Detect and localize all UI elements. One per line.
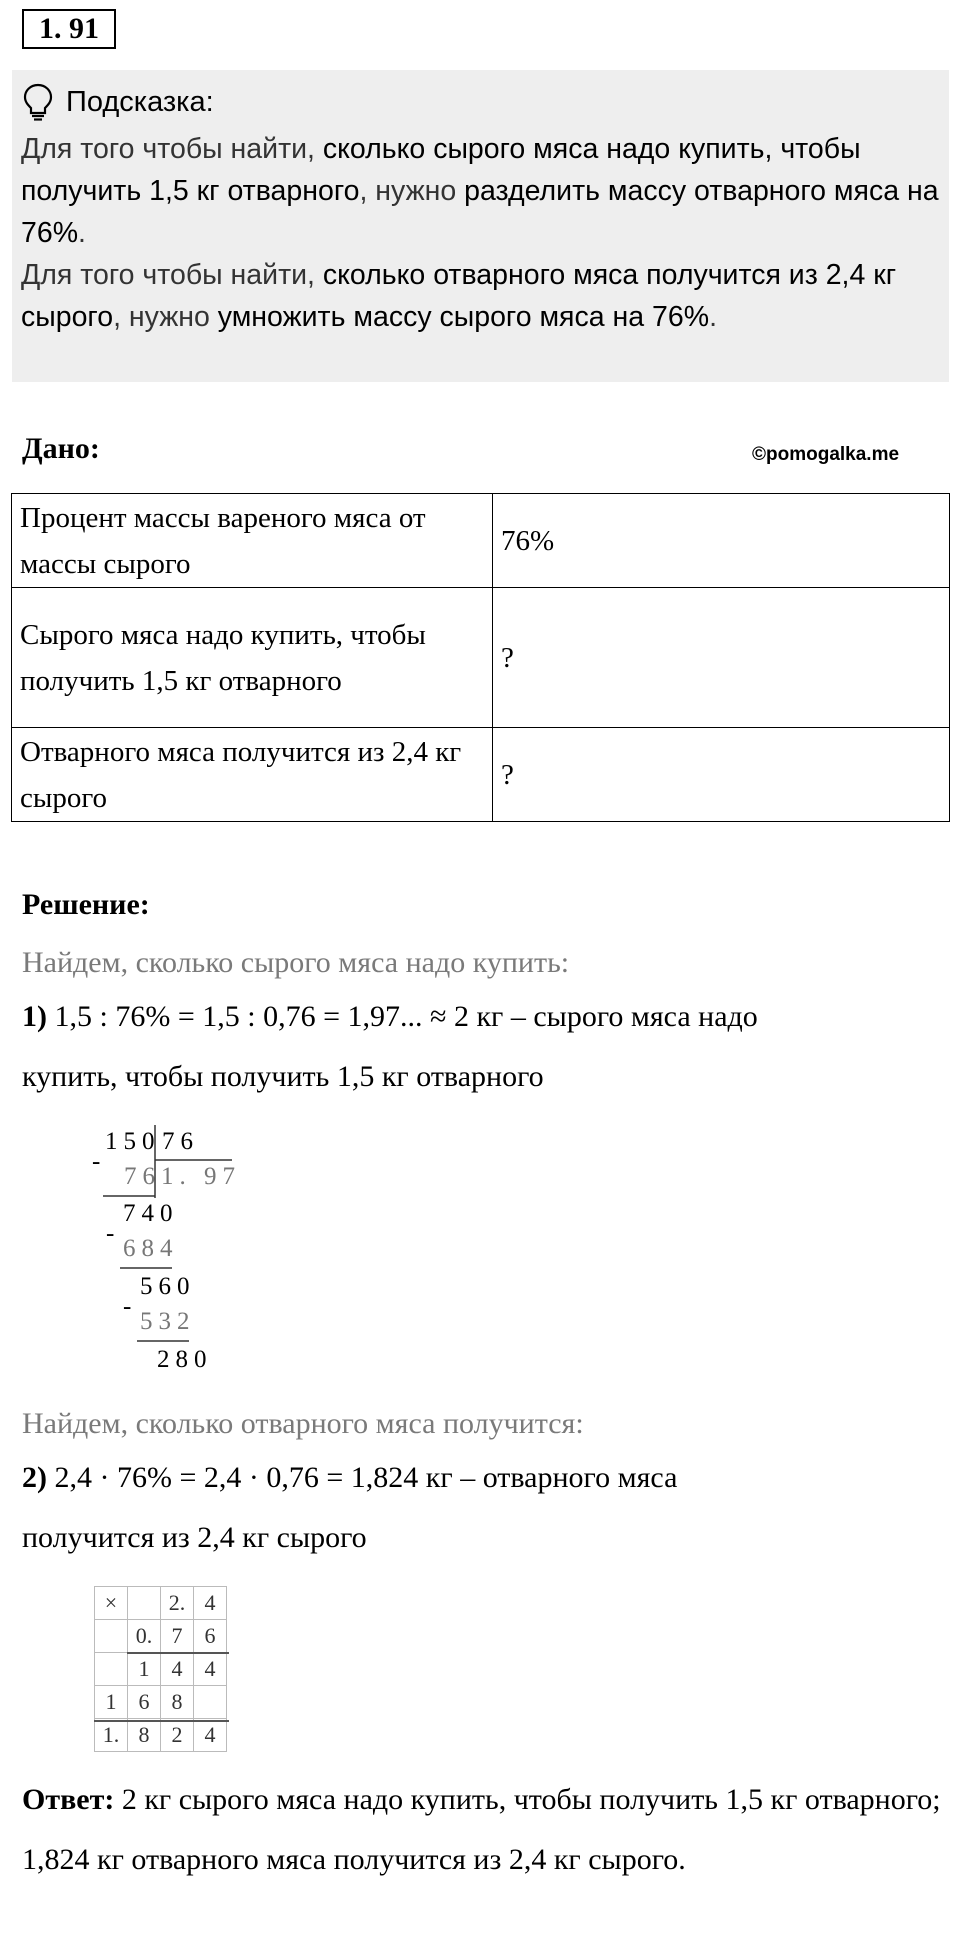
hint-p1-a: Для того чтобы найти, xyxy=(21,133,323,165)
table-row xyxy=(95,1587,227,1620)
solution-step-2-line-2: получится из 2,4 кг сырого xyxy=(22,1521,367,1554)
table-row xyxy=(12,588,950,728)
grid-cell: 2 xyxy=(161,1719,194,1752)
solution-title: Решение: xyxy=(22,888,150,921)
hint-p2-e: . xyxy=(709,301,717,333)
hint-p2-b: сколько отварного мяса получится из 2,4 кг сырого xyxy=(21,259,897,333)
division-quotient: 1. 97 xyxy=(161,1163,241,1190)
multiplication-divider-2 xyxy=(94,1720,229,1722)
division-dividend: 150 xyxy=(105,1128,161,1155)
grid-cell xyxy=(95,1620,128,1653)
grid-cell: 6 xyxy=(194,1620,227,1653)
given-table xyxy=(11,493,950,822)
grid-cell xyxy=(95,1653,128,1686)
copyright-text: ©pomogalka.me xyxy=(752,444,900,465)
answer-block xyxy=(22,1770,952,1890)
table-row xyxy=(12,728,950,822)
grid-cell: 0. xyxy=(128,1620,161,1653)
solution-step-2-line-1 xyxy=(22,1461,677,1495)
table-row xyxy=(95,1719,227,1752)
division-remainder-1: 740 xyxy=(123,1200,179,1227)
division-divisor: 76 xyxy=(162,1128,199,1155)
multiplication-divider-1 xyxy=(127,1652,229,1654)
grid-cell: 4 xyxy=(194,1587,227,1620)
grid-cell: 4 xyxy=(194,1719,227,1752)
table-row xyxy=(12,494,950,588)
grid-cell: 6 xyxy=(128,1686,161,1719)
table-row xyxy=(95,1620,227,1653)
hint-p1-e: . xyxy=(78,217,86,249)
grid-cell xyxy=(128,1587,161,1620)
answer-label: Ответ: xyxy=(22,1783,115,1816)
answer-text: 2 кг сырого мяса надо купить, чтобы получить 1,5 кг отварного; 1,824 кг отварного мяса получится из 2,4 кг сырого. xyxy=(22,1783,941,1876)
grid-cell: 8 xyxy=(128,1719,161,1752)
grid-cell: 1 xyxy=(128,1653,161,1686)
grid-cell: 2. xyxy=(161,1587,194,1620)
hint-header xyxy=(22,80,214,124)
hint-title: Подсказка: xyxy=(66,85,214,118)
lightbulb-icon xyxy=(22,82,54,122)
hint-p2-c: , нужно xyxy=(113,301,218,333)
grid-cell: × xyxy=(95,1587,128,1620)
hint-p1-d: разделить массу отварного мяса на 76% xyxy=(21,175,939,249)
grid-cell: 1 xyxy=(95,1686,128,1719)
step-1-number: 1) xyxy=(22,1000,47,1033)
problem-number: 1. 91 xyxy=(22,9,116,49)
hint-p2-a: Для того чтобы найти, xyxy=(21,259,323,291)
table-row xyxy=(95,1686,227,1719)
hint-p2-d: умножить массу сырого мяса на 76% xyxy=(217,301,710,333)
division-remainder-3: 280 xyxy=(157,1346,213,1373)
step-2-text: 2,4 · 76% = 2,4 · 0,76 = 1,824 кг – отварного мяса xyxy=(47,1461,678,1494)
multiplication-grid xyxy=(94,1586,227,1752)
table-cell-value: 76% xyxy=(493,494,950,588)
grid-cell: 8 xyxy=(161,1686,194,1719)
solution-step-1-line-2: купить, чтобы получить 1,5 кг отварного xyxy=(22,1060,544,1093)
division-remainder-2: 560 xyxy=(140,1273,196,1300)
table-cell-label: Отварного мяса получится из 2,4 кг сырого xyxy=(12,728,493,822)
grid-cell: 1. xyxy=(95,1719,128,1752)
grid-cell xyxy=(194,1686,227,1719)
hint-text xyxy=(21,128,941,338)
solution-step-1-line-1 xyxy=(22,1000,758,1034)
grid-cell: 4 xyxy=(161,1653,194,1686)
hint-p1-c: , нужно xyxy=(359,175,465,207)
table-row xyxy=(95,1653,227,1686)
step-2-number: 2) xyxy=(22,1461,47,1494)
step-1-text: 1,5 : 76% = 1,5 : 0,76 = 1,97... ≈ 2 кг – сырого мяса надо xyxy=(47,1000,758,1033)
grid-cell: 4 xyxy=(194,1653,227,1686)
solution-intro-1: Найдем, сколько сырого мяса надо купить: xyxy=(22,946,570,979)
table-cell-value: ? xyxy=(493,588,950,728)
table-cell-value: ? xyxy=(493,728,950,822)
given-title: Дано: xyxy=(22,432,100,465)
grid-cell: 7 xyxy=(161,1620,194,1653)
table-cell-label: Сырого мяса надо купить, чтобы получить 1,5 кг отварного xyxy=(12,588,493,728)
hint-p1-b: сколько сырого мяса надо купить, чтобы получить 1,5 кг отварного xyxy=(21,133,861,207)
division-subtract-3: 532 xyxy=(140,1308,196,1335)
division-minus-sign: - xyxy=(92,1148,107,1175)
solution-intro-2: Найдем, сколько отварного мяса получится: xyxy=(22,1407,584,1440)
division-subtract-1: 76 xyxy=(124,1163,161,1190)
division-minus-sign: - xyxy=(123,1293,138,1320)
division-minus-sign: - xyxy=(106,1220,121,1247)
table-cell-label: Процент массы вареного мяса от массы сырого xyxy=(12,494,493,588)
division-subtract-2: 684 xyxy=(123,1235,179,1262)
